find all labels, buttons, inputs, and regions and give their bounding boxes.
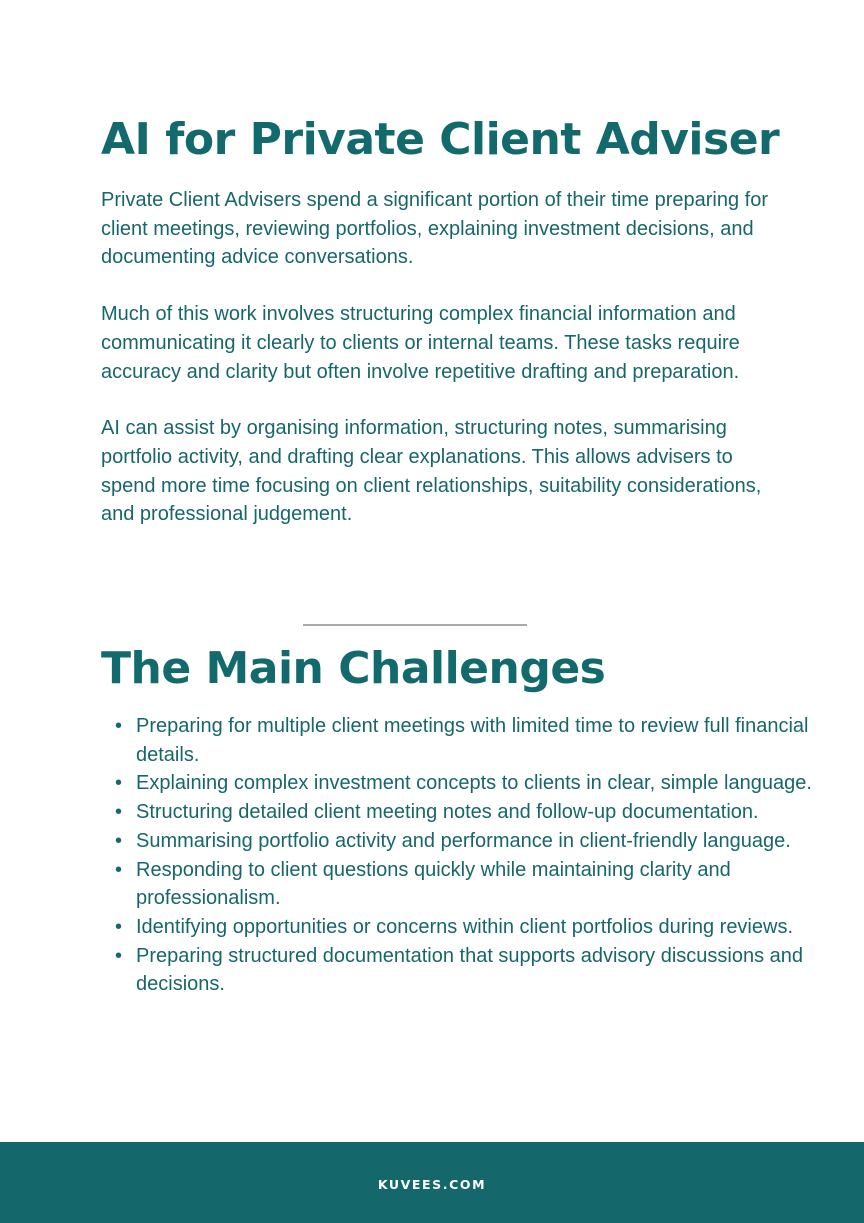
intro-paragraph-3: AI can assist by organising information, structuring notes, summarising portfolio activity, and drafting clear explanations. This allows advisers to spend more time focusing on client relationships, suitability considerations, and professional judgement. — [101, 417, 762, 526]
bullet-icon: • — [115, 772, 123, 795]
list-item-text: Summarising portfolio activity and performance in client-friendly language. — [136, 829, 791, 852]
list-item — [115, 827, 821, 856]
challenges-list — [101, 712, 821, 999]
list-item — [115, 769, 821, 798]
list-item-text: Explaining complex investment concepts to clients in clear, simple language. — [136, 772, 812, 795]
bullet-icon: • — [115, 915, 123, 938]
list-item-text: Identifying opportunities or concerns within client portfolios during reviews. — [136, 915, 794, 938]
challenges-heading: The Main Challenges — [101, 643, 606, 694]
page-title: AI for Private Client Adviser — [101, 114, 780, 165]
bullet-icon: • — [115, 829, 123, 852]
list-item — [115, 942, 821, 999]
list-item — [115, 913, 821, 942]
list-item-text: Preparing for multiple client meetings with limited time to review full financial details. — [136, 715, 809, 766]
list-item-text: Preparing structured documentation that supports advisory discussions and decisions. — [136, 944, 804, 996]
list-item — [115, 712, 821, 769]
list-item — [115, 856, 821, 913]
bullet-icon: • — [115, 801, 123, 824]
bullet-icon: • — [115, 858, 123, 881]
footer-link[interactable]: KUVEES.COM — [377, 1177, 487, 1192]
bullet-icon: • — [115, 715, 123, 737]
intro-paragraph-2: Much of this work involves structuring complex financial information and communicating it clearly to clients or internal teams. These tasks require accuracy and clarity but often involve repetitive drafting and preparation. — [101, 303, 740, 383]
list-item-text: Structuring detailed client meeting notes and follow-up documentation. — [136, 801, 759, 824]
section-divider — [303, 624, 527, 626]
intro-section — [101, 186, 786, 557]
list-item — [115, 798, 821, 827]
intro-paragraph-1: Private Client Advisers spend a significant portion of their time preparing for client meetings, reviewing portfolios, explaining investment decisions, and documenting advice conversations. — [101, 189, 769, 269]
list-item-text: Responding to client questions quickly while maintaining clarity and professionalism. — [136, 858, 731, 910]
bullet-icon: • — [115, 944, 123, 967]
